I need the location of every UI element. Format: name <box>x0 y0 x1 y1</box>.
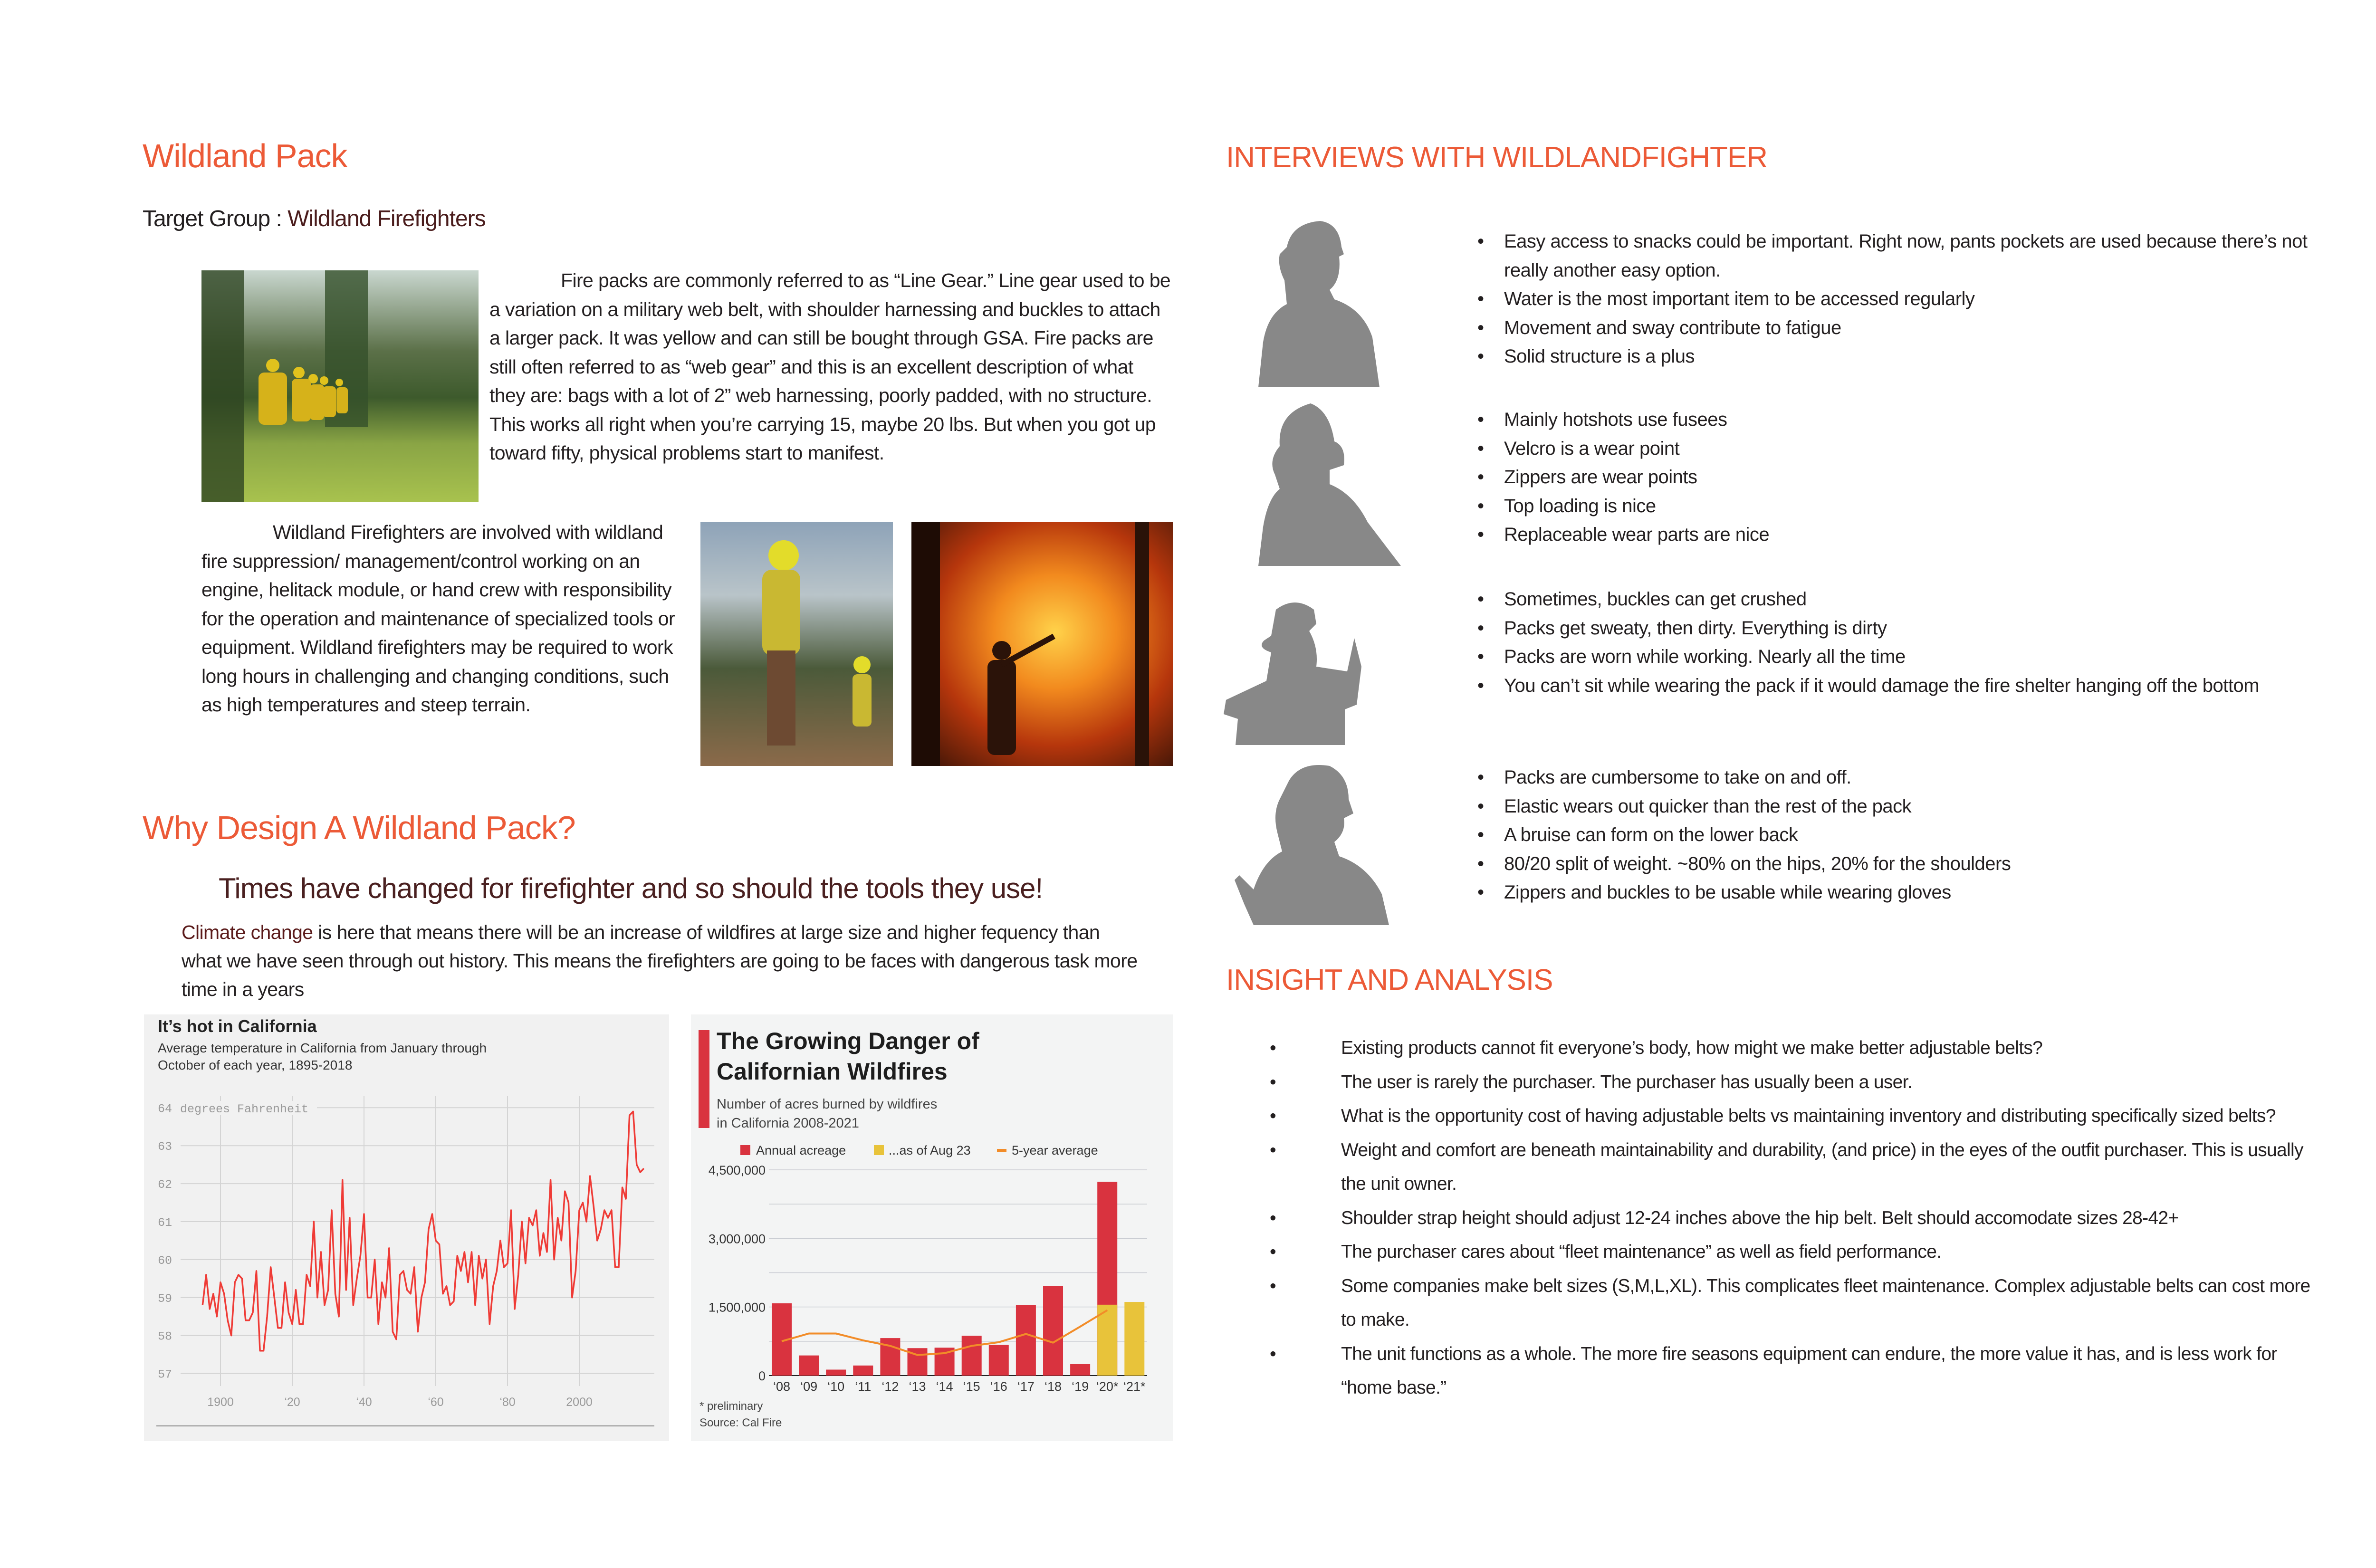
bar-annual-acreage <box>962 1336 982 1376</box>
photo-crew-walking-forest <box>201 270 479 502</box>
photo-burning-structure <box>911 522 1173 766</box>
x-tick-label: ‘80 <box>499 1396 516 1409</box>
interview-point: • 80/20 split of weight. ~80% on the hips, 20% for the shoulders <box>1477 850 2314 879</box>
photo-fire-illustration <box>911 522 1173 766</box>
target-group <box>143 206 486 232</box>
photo-firefighter-chainsaw <box>700 522 893 766</box>
bar-annual-acreage <box>1043 1286 1063 1376</box>
interview-point: • Zippers are wear points <box>1477 463 2314 492</box>
paragraph-wildland-firefighters: Wildland Firefighters are involved with wildland fire suppression/ management/control working on an engine, helitack module, or hand crew with responsibility for the operation and maintenance of specialized tools or equipment. Wildland firefighters may be required to work long hours in challenging and changing conditions, such as high temperatures and steep terrain. <box>201 521 675 716</box>
interview-list-4 <box>1477 763 2314 907</box>
x-tick-label: ‘10 <box>827 1379 845 1394</box>
legend-label-aug23: ...as of Aug 23 <box>889 1143 971 1157</box>
y-tick-label: 61 <box>158 1216 172 1230</box>
x-tick-label: ‘17 <box>1017 1379 1035 1394</box>
interview-point: • Elastic wears out quicker than the rest of the pack <box>1477 792 2314 821</box>
y-tick-label: 60 <box>158 1253 172 1268</box>
paragraph-line-gear: Fire packs are commonly referred to as “Line Gear.” Line gear used to be a variation on a military web belt, with shoulder harnessing and buckles to attach a larger pack. It was yellow and can still be bought through GSA. Fire packs are still often referred to as “web gear” and this is an excellent description of what they are: bags with a lot of 2” web harnessing, poorly padded, with no structure. This works all right when you’re carrying 15, maybe 20 lbs. But when you got up toward fifty, physical problems start to manifest. <box>489 269 1171 464</box>
y-axis-unit-label: degrees Fahrenheit <box>180 1102 309 1116</box>
interview-list-3 <box>1477 585 2314 700</box>
y-tick-label: 58 <box>158 1329 172 1344</box>
y-tick-label: 3,000,000 <box>708 1232 766 1246</box>
chart-title-line1: The Growing Danger of <box>717 1028 979 1054</box>
interview-point: • Water is the most important item to be accessed regularly <box>1477 285 2314 314</box>
chart-subtitle-line1: Number of acres burned by wildfires <box>717 1097 938 1112</box>
interview-point: • Sometimes, buckles can get crushed <box>1477 585 2314 614</box>
insight-point: • The user is rarely the purchaser. The purchaser has usually been a user. <box>1270 1065 2315 1100</box>
chart-subtitle-line2: October of each year, 1895-2018 <box>158 1058 353 1072</box>
insight-list <box>1270 1031 2315 1405</box>
y-tick-label: 59 <box>158 1291 172 1306</box>
insight-point: • Shoulder strap height should adjust 12-24 inches above the hip belt. Belt should accomodate sizes 28-42+ <box>1270 1201 2315 1235</box>
interview-point: • Packs get sweaty, then dirty. Everything is dirty <box>1477 614 2314 643</box>
bar-annual-acreage <box>1070 1364 1090 1376</box>
climate-change-link[interactable]: Climate change <box>182 921 313 943</box>
x-tick-label: ‘13 <box>909 1379 926 1394</box>
bar-as-of-aug23 <box>1124 1302 1144 1376</box>
x-tick-label: ‘20 <box>284 1396 300 1409</box>
x-tick-label: 2000 <box>566 1396 593 1409</box>
target-group-value: Wildland Firefighters <box>287 206 486 231</box>
interview-point: • Zippers and buckles to be usable while wearing gloves <box>1477 878 2314 907</box>
interview-point: • Packs are worn while working. Nearly all the time <box>1477 642 2314 671</box>
section-title-why-design: Why Design A Wildland Pack? <box>143 809 575 846</box>
chart-growing-danger-wildfires <box>691 1014 1173 1441</box>
interview-point: • Movement and sway contribute to fatigue <box>1477 314 2314 343</box>
firefighter-helmet-silhouette-icon <box>1225 761 1396 925</box>
section-title-wildland-pack: Wildland Pack <box>143 137 347 174</box>
chart-source: Source: Cal Fire <box>699 1416 782 1429</box>
climate-text: is here that means there will be an increase of wildfires at large size and higher fequency than what we have seen through out history. This means the firefighters are going to be faces with dangerous task more time in a years <box>182 921 1138 1000</box>
tagline: Times have changed for firefighter and so should the tools they use! <box>219 872 1043 904</box>
interview-point: • Top loading is nice <box>1477 492 2314 521</box>
insight-point: • Some companies make belt sizes (S,M,L,XL). This complicates fleet maintenance. Complex adjustable belts can cost more to make. <box>1270 1269 2315 1337</box>
x-tick-label: 1900 <box>207 1396 234 1409</box>
climate-paragraph <box>182 918 1141 1004</box>
firefighter-with-axe-silhouette-icon <box>1224 595 1390 745</box>
interview-point: • Solid structure is a plus <box>1477 342 2314 371</box>
photo-firefighter-illustration <box>700 522 893 766</box>
chart-subtitle-line1: Average temperature in California from January through <box>158 1041 487 1055</box>
interview-point: • Replaceable wear parts are nice <box>1477 520 2314 549</box>
interview-point: • You can’t sit while wearing the pack if it would damage the fire shelter hanging off the bottom <box>1477 671 2314 700</box>
interview-list-2 <box>1477 405 2314 549</box>
x-tick-label: ‘60 <box>428 1396 444 1409</box>
interview-point: • Packs are cumbersome to take on and off. <box>1477 763 2314 792</box>
x-tick-label: ‘16 <box>990 1379 1007 1394</box>
bar-annual-acreage <box>989 1345 1009 1376</box>
chart-footnote: * preliminary <box>699 1400 763 1413</box>
x-tick-label: ‘21* <box>1123 1379 1146 1394</box>
section-title-insight: INSIGHT AND ANALYSIS <box>1226 964 1553 996</box>
y-tick-label: 64 <box>158 1102 172 1116</box>
x-tick-label: ‘14 <box>936 1379 953 1394</box>
x-tick-label: ‘18 <box>1044 1379 1062 1394</box>
legend-swatch-aug23 <box>874 1145 884 1155</box>
x-tick-label: ‘12 <box>881 1379 899 1394</box>
chart-title-line2: Californian Wildfires <box>717 1058 948 1085</box>
y-tick-label: 0 <box>758 1369 766 1383</box>
interview-list-1 <box>1477 227 2314 371</box>
x-tick-label: ‘19 <box>1072 1379 1089 1394</box>
insight-point: • The purchaser cares about “fleet maintenance” as well as field performance. <box>1270 1235 2315 1269</box>
firefighter-silhouette-icon <box>1258 219 1396 387</box>
chart-title: It’s hot in California <box>158 1016 317 1036</box>
legend-label-annual: Annual acreage <box>756 1143 846 1157</box>
chart-subtitle-line2: in California 2008-2021 <box>717 1116 859 1131</box>
x-tick-label: ‘15 <box>963 1379 980 1394</box>
target-group-label: Target Group : <box>143 206 288 231</box>
section-title-interviews: INTERVIEWS WITH WILDLANDFIGHTER <box>1226 141 1768 174</box>
insight-point: • The unit functions as a whole. The more fire seasons equipment can endure, the more value it has, and is less work for “home base.” <box>1270 1337 2315 1405</box>
firefighter-silhouette-icon <box>1258 399 1406 566</box>
y-tick-label: 4,500,000 <box>708 1163 766 1177</box>
interview-point: • A bruise can form on the lower back <box>1477 821 2314 850</box>
y-tick-label: 63 <box>158 1140 172 1154</box>
y-tick-label: 57 <box>158 1367 172 1382</box>
legend-swatch-annual <box>740 1145 750 1155</box>
bar-annual-acreage <box>799 1356 819 1376</box>
y-tick-label: 62 <box>158 1178 172 1192</box>
title-accent-bar <box>699 1030 709 1128</box>
x-tick-label: ‘20* <box>1096 1379 1119 1394</box>
chart-hot-in-california <box>144 1014 669 1441</box>
x-tick-label: ‘11 <box>855 1379 872 1394</box>
bar-annual-acreage <box>826 1369 846 1376</box>
y-tick-label: 1,500,000 <box>708 1300 766 1315</box>
chart-background <box>144 1014 669 1441</box>
bar-annual-acreage <box>1016 1305 1036 1376</box>
insight-point: • What is the opportunity cost of having adjustable belts vs maintaining inventory and distributing specifically sized belts? <box>1270 1099 2315 1133</box>
bar-annual-acreage <box>853 1366 873 1376</box>
insight-point: • Weight and comfort are beneath maintainability and durability, (and price) in the eyes of the outfit purchaser. This is usually the unit owner. <box>1270 1133 2315 1201</box>
insight-point: • Existing products cannot fit everyone’s body, how might we make better adjustable belts? <box>1270 1031 2315 1065</box>
legend-swatch-average <box>997 1149 1006 1152</box>
interview-point: • Easy access to snacks could be important. Right now, pants pockets are used because there’s not really another easy option. <box>1477 227 2314 285</box>
x-tick-label: ‘09 <box>800 1379 818 1394</box>
photo-crew-illustration <box>201 270 479 502</box>
interview-point: • Mainly hotshots use fusees <box>1477 405 2314 434</box>
interview-point: • Velcro is a wear point <box>1477 434 2314 463</box>
x-tick-label: ‘08 <box>773 1379 791 1394</box>
legend-label-average: 5-year average <box>1012 1143 1098 1157</box>
x-tick-label: ‘40 <box>356 1396 372 1409</box>
